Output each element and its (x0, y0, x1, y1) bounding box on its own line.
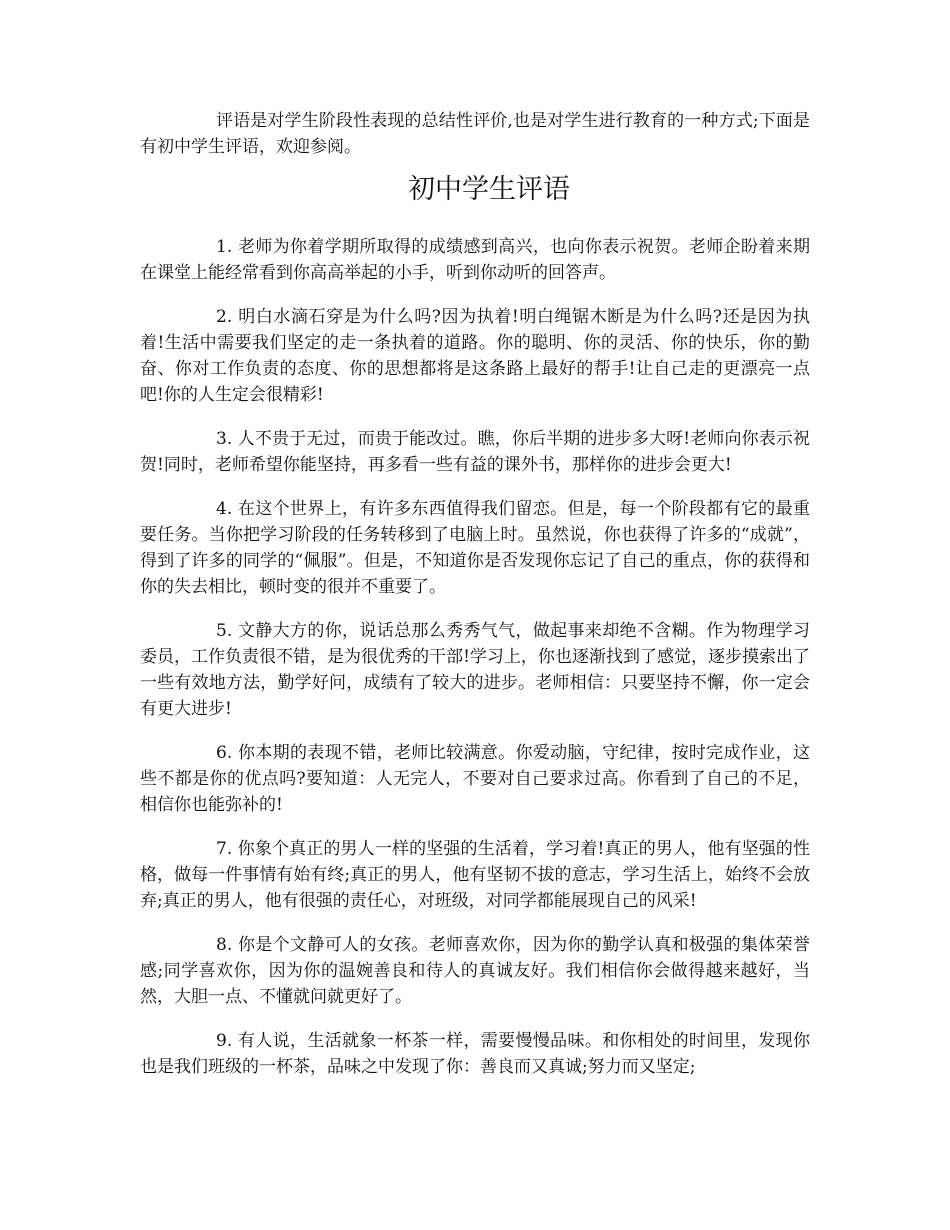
comment-item-3: 3. 人不贵于无过，而贵于能改过。瞧，你后半期的进步多大呀!老师向你表示祝贺!同时，老师希望你能坚持，再多看一些有益的课外书，那样你的进步会更大! (140, 429, 810, 475)
intro-paragraph: 评语是对学生阶段性表现的总结性评价,也是对学生进行教育的一种方式;下面是有初中学生评语，欢迎参阅。 (140, 111, 810, 157)
comment-item-6: 6. 你本期的表现不错，老师比较满意。你爱动脑，守纪律，按时完成作业，这些不都是你的优点吗?要知道：人无完人，不要对自己要求过高。你看到了自己的不足，相信你也能弥补的! (140, 743, 810, 815)
comment-item-2: 2. 明白水滴石穿是为什么吗?因为执着!明白绳锯木断是为什么吗?还是因为执着!生活中需要我们坚定的走一条执着的道路。你的聪明、你的灵活、你的快乐，你的勤奋、你对工作负责的态度、你的思想都将是这条路上最好的帮手!让自己走的更漂亮一点吧!你的人生定会很精彩! (140, 307, 810, 405)
comment-item-1: 1. 老师为你着学期所取得的成绩感到高兴，也向你表示祝贺。老师企盼着来期在课堂上能经常看到你高高举起的小手，听到你动听的回答声。 (140, 237, 810, 283)
document-page (140, 108, 810, 1098)
comment-item-8: 8. 你是个文静可人的女孩。老师喜欢你，因为你的勤学认真和极强的集体荣誉感;同学喜欢你，因为你的温婉善良和待人的真诚友好。我们相信你会做得越来越好，当然，大胆一点、不懂就问就更好了。 (140, 935, 810, 1007)
document-title: 初中学生评语 (408, 174, 570, 205)
comment-item-9: 9. 有人说，生活就象一杯茶一样，需要慢慢品味。和你相处的时间里，发现你也是我们班级的一杯茶，品味之中发现了你：善良而又真诚;努力而又坚定; (140, 1031, 810, 1077)
comment-item-7: 7. 你象个真正的男人一样的坚强的生活着，学习着!真正的男人，他有坚强的性格，做每一件事情有始有终;真正的男人，他有坚韧不拔的意志，学习生活上，始终不会放弃;真正的男人，他有很强的责任心，对班级，对同学都能展现自己的风采! (140, 839, 810, 911)
comment-item-4: 4. 在这个世界上，有许多东西值得我们留恋。但是，每一个阶段都有它的最重要任务。当你把学习阶段的任务转移到了电脑上时。虽然说，你也获得了许多的“成就”，得到了许多的同学的“佩服”。但是，不知道你是否发现你忘记了自己的重点，你的获得和你的失去相比，顿时变的很并不重要了。 (140, 499, 810, 597)
comment-item-5: 5. 文静大方的你，说话总那么秀秀气气，做起事来却绝不含糊。作为物理学习委员，工作负责很不错，是为很优秀的干部!学习上，你也逐渐找到了感觉，逐步摸索出了一些有效地方法，勤学好问，成绩有了较大的进步。老师相信：只要坚持不懈，你一定会有更大进步! (140, 621, 810, 719)
